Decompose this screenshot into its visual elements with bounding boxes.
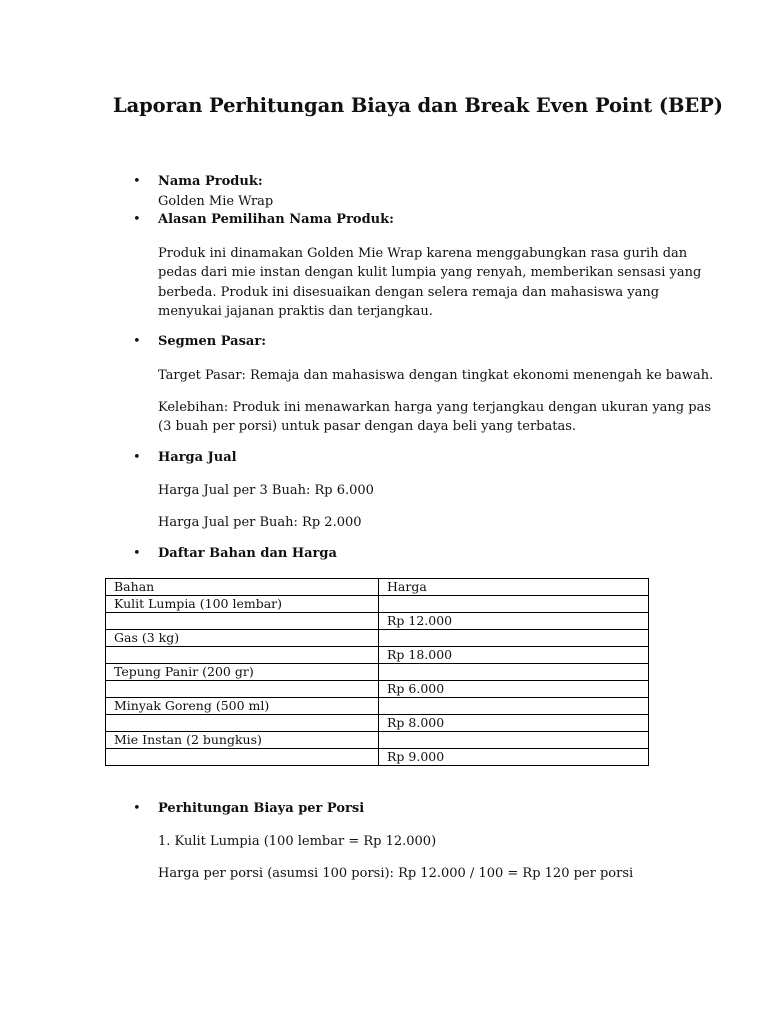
- paragraph-line: Kelebihan: Produk ini menawarkan harga yang terjangkau dengan ukuran yang pas: [158, 400, 712, 415]
- table-cell: [106, 715, 379, 732]
- table-row: [106, 732, 649, 749]
- alasan-label: Alasan Pemilihan Nama Produk:: [158, 212, 394, 227]
- table-cell: [106, 681, 379, 698]
- table-row: [106, 613, 649, 630]
- paragraph-line: Produk ini dinamakan Golden Mie Wrap karena menggabungkan rasa gurih dan: [158, 246, 688, 261]
- table-row: [106, 664, 649, 681]
- table-cell: [106, 647, 379, 664]
- table-cell: Rp 9.000: [379, 749, 649, 766]
- bullet-icon: •: [133, 801, 141, 816]
- table-cell: [106, 749, 379, 766]
- table-cell: [379, 630, 649, 647]
- target-pasar-text: Target Pasar: Remaja dan mahasiswa dengan tingkat ekonomi menengah ke bawah.: [158, 368, 714, 383]
- table-cell: Rp 8.000: [379, 715, 649, 732]
- table-cell: [106, 613, 379, 630]
- paragraph-line: berbeda. Produk ini disesuaikan dengan selera remaja dan mahasiswa yang: [158, 284, 660, 300]
- bullet-icon: •: [133, 546, 141, 561]
- harga-jual-label: Harga Jual: [158, 450, 237, 465]
- harga-jual-per-3: Harga Jual per 3 Buah: Rp 6.000: [158, 483, 374, 498]
- perhitungan-item-1-calc: Harga per porsi (asumsi 100 porsi): Rp 12.000 / 100 = Rp 120 per porsi: [158, 866, 634, 881]
- table-cell: [379, 596, 649, 613]
- table-cell: [379, 664, 649, 681]
- table-row: [106, 749, 649, 766]
- perhitungan-label: Perhitungan Biaya per Porsi: [158, 801, 365, 816]
- table-cell: Rp 18.000: [379, 647, 649, 664]
- bahan-harga-table: [105, 578, 649, 766]
- paragraph-line: menyukai jajanan praktis dan terjangkau.: [158, 303, 433, 319]
- column-header-harga: Harga: [379, 579, 649, 596]
- nama-produk-label: Nama Produk:: [158, 174, 263, 189]
- paragraph-line: pedas dari mie instan dengan kulit lumpia yang renyah, memberikan sensasi yang: [158, 265, 702, 281]
- segmen-label: Segmen Pasar:: [158, 334, 266, 349]
- harga-jual-per-1: Harga Jual per Buah: Rp 2.000: [158, 515, 362, 530]
- paragraph-line: (3 buah per porsi) untuk pasar dengan daya beli yang terbatas.: [158, 419, 577, 435]
- perhitungan-item-1: 1. Kulit Lumpia (100 lembar = Rp 12.000): [158, 834, 437, 849]
- table-row: [106, 596, 649, 613]
- table-row: [106, 630, 649, 647]
- nama-produk-value: Golden Mie Wrap: [158, 194, 274, 209]
- table-row: [106, 647, 649, 664]
- table-header-row: [106, 579, 649, 596]
- table-row: [106, 715, 649, 732]
- table-row: [106, 698, 649, 715]
- table-cell: Mie Instan (2 bungkus): [106, 732, 379, 749]
- table-cell: [379, 698, 649, 715]
- table-row: [106, 681, 649, 698]
- bullet-icon: •: [133, 334, 141, 349]
- table-cell: Rp 6.000: [379, 681, 649, 698]
- kelebihan-paragraph: [158, 398, 712, 437]
- table-cell: Gas (3 kg): [106, 630, 379, 647]
- bullet-icon: •: [133, 450, 141, 465]
- bullet-icon: •: [133, 174, 141, 189]
- column-header-bahan: Bahan: [106, 579, 379, 596]
- table-cell: [379, 732, 649, 749]
- document-title: Laporan Perhitungan Biaya dan Break Even Point (BEP): [113, 94, 723, 117]
- table-cell: Minyak Goreng (500 ml): [106, 698, 379, 715]
- table-cell: Rp 12.000: [379, 613, 649, 630]
- daftar-label: Daftar Bahan dan Harga: [158, 546, 337, 561]
- table-cell: Kulit Lumpia (100 lembar): [106, 596, 379, 613]
- bullet-icon: •: [133, 212, 141, 227]
- table-cell: Tepung Panir (200 gr): [106, 664, 379, 681]
- alasan-paragraph: [158, 244, 702, 321]
